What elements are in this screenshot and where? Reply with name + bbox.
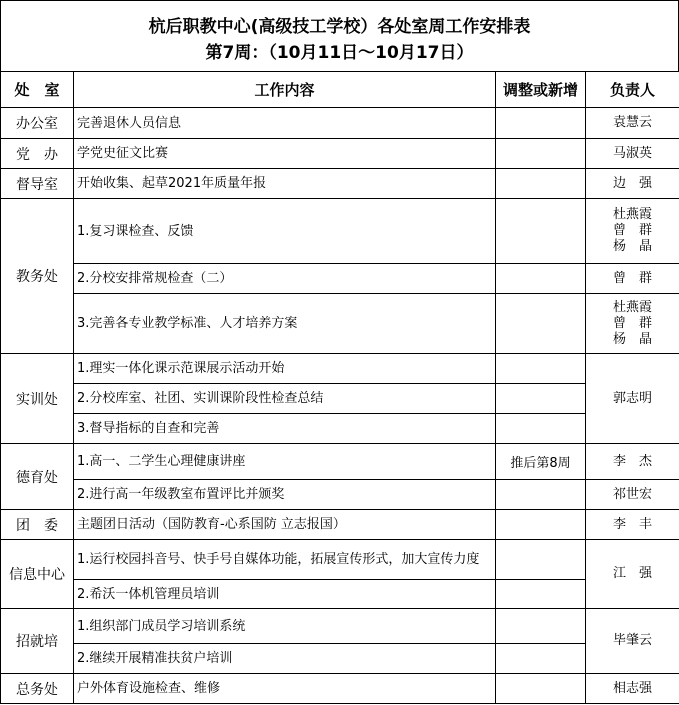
owner-cell: 祁世宏 (586, 480, 679, 510)
owner-cell: 李 丰 (586, 510, 679, 540)
adjust-cell (496, 414, 586, 444)
dept-cell: 团 委 (1, 510, 74, 540)
table-row (1, 384, 679, 414)
header-adjust: 调整或新增 (496, 72, 586, 108)
table-row (1, 444, 679, 480)
header-owner: 负责人 (586, 72, 679, 108)
dept-cell: 德育处 (1, 444, 74, 510)
adjust-cell (496, 169, 586, 199)
task-cell: 2.分校库室、社团、实训课阶段性检查总结 (74, 384, 496, 414)
task-cell: 主题团日活动（国防教育-心系国防 立志报国） (74, 510, 496, 540)
dept-cell: 督导室 (1, 169, 74, 199)
adjust-cell (496, 540, 586, 580)
table-row (1, 609, 679, 644)
table-row (1, 540, 679, 580)
adjust-cell (496, 644, 586, 674)
adjust-cell (496, 199, 586, 264)
table-row (1, 169, 679, 199)
adjust-cell (496, 264, 586, 294)
table-row (1, 264, 679, 294)
task-cell: 开始收集、起草2021年质量年报 (74, 169, 496, 199)
task-cell: 1.复习课检查、反馈 (74, 199, 496, 264)
adjust-cell (496, 609, 586, 644)
adjust-cell (496, 108, 586, 139)
adjust-cell (496, 294, 586, 354)
sheet-title: 杭后职教中心(高级技工学校）各处室周工作安排表 (148, 17, 531, 37)
task-cell: 1.运行校园抖音号、快手号自媒体功能，拓展宣传形式，加大宣传力度 (74, 540, 496, 580)
table-row (1, 108, 679, 139)
owner-cell: 马淑英 (586, 139, 679, 169)
dept-cell: 总务处 (1, 674, 74, 704)
adjust-cell (496, 480, 586, 510)
owner-cell: 曾 群 (586, 264, 679, 294)
task-cell: 3.督导指标的自查和完善 (74, 414, 496, 444)
table-row (1, 294, 679, 354)
adjust-cell: 推后第8周 (496, 444, 586, 480)
task-cell: 2.希沃一体机管理员培训 (74, 580, 496, 609)
dept-cell: 办公室 (1, 108, 74, 139)
table-row (1, 414, 679, 444)
owner-cell: 李 杰 (586, 444, 679, 480)
adjust-cell (496, 674, 586, 704)
table-row (1, 354, 679, 384)
table-row (1, 139, 679, 169)
task-cell: 完善退休人员信息 (74, 108, 496, 139)
task-cell: 1.组织部门成员学习培训系统 (74, 609, 496, 644)
adjust-cell (496, 354, 586, 384)
week-subtitle: 第7周：（10月11日～10月17日） (205, 43, 474, 63)
table-row (1, 510, 679, 540)
dept-cell: 教务处 (1, 199, 74, 354)
owner-cell: 相志强 (586, 674, 679, 704)
dept-cell: 信息中心 (1, 540, 74, 609)
title-area (0, 0, 679, 72)
adjust-cell (496, 580, 586, 609)
task-cell: 1.高一、二学生心理健康讲座 (74, 444, 496, 480)
adjust-cell (496, 139, 586, 169)
owner-cell: 毕肇云 (586, 609, 679, 674)
task-cell: 户外体育设施检查、维修 (74, 674, 496, 704)
dept-cell: 招就培 (1, 609, 74, 674)
owner-cell: 杜燕霞 曾 群 杨 晶 (586, 294, 679, 354)
task-cell: 2.进行高一年级教室布置评比并颁奖 (74, 480, 496, 510)
owner-cell: 郭志明 (586, 354, 679, 444)
adjust-cell (496, 384, 586, 414)
table-row (1, 480, 679, 510)
owner-cell: 杜燕霞 曾 群 杨 晶 (586, 199, 679, 264)
task-cell: 3.完善各专业教学标准、人才培养方案 (74, 294, 496, 354)
task-cell: 学党史征文比赛 (74, 139, 496, 169)
task-cell: 2.分校安排常规检查（二） (74, 264, 496, 294)
adjust-cell (496, 510, 586, 540)
work-schedule-table (0, 71, 679, 704)
dept-cell: 党 办 (1, 139, 74, 169)
header-content: 工作内容 (74, 72, 496, 108)
owner-cell: 江 强 (586, 540, 679, 609)
task-cell: 2.继续开展精准扶贫户培训 (74, 644, 496, 674)
task-cell: 1.理实一体化课示范课展示活动开始 (74, 354, 496, 384)
table-row (1, 644, 679, 674)
dept-cell: 实训处 (1, 354, 74, 444)
owner-cell: 袁慧云 (586, 108, 679, 139)
owner-cell: 边 强 (586, 169, 679, 199)
table-row (1, 674, 679, 704)
header-row (1, 72, 679, 108)
table-row (1, 199, 679, 264)
header-dept: 处 室 (1, 72, 74, 108)
table-row (1, 580, 679, 609)
